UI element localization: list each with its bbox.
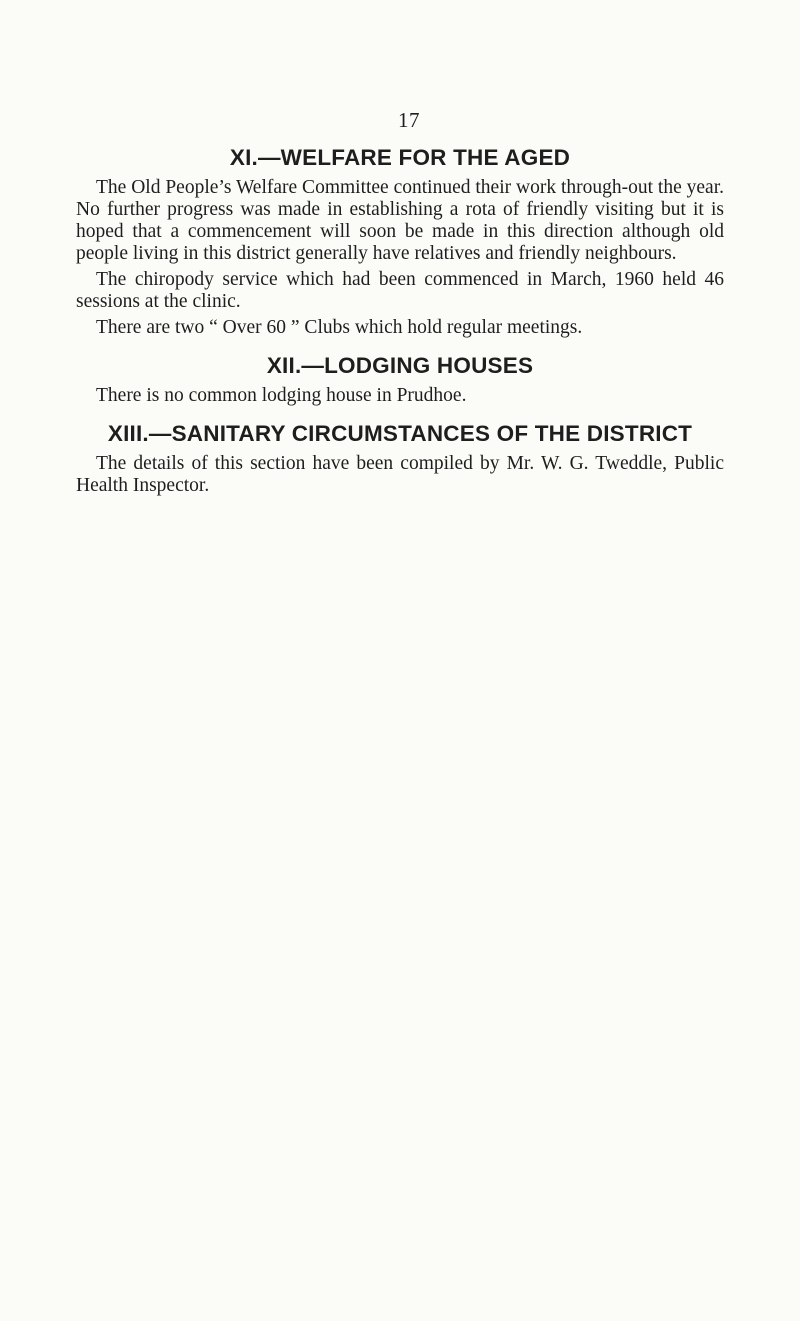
section-heading-welfare-for-the-aged: XI.—WELFARE FOR THE AGED — [229, 145, 571, 170]
section-welfare-for-the-aged — [76, 145, 724, 339]
page-number: 17 — [398, 108, 420, 132]
section-sanitary-circumstances — [76, 421, 724, 497]
paragraph-welfare-committee: The Old People’s Welfare Committee continued their work through-out the year. No further progress was made in establishing a rota of friendly visiting but it is hoped that a commencement will soon be made in this direction although old people living in this district generally have relatives and friendly neighbours. — [76, 177, 724, 264]
section-heading-sanitary-circumstances: XIII.—SANITARY CIRCUMSTANCES OF THE DISTRICT — [107, 421, 693, 446]
document-page — [76, 108, 724, 511]
section-lodging-houses — [76, 353, 724, 407]
section-heading-lodging-houses: XII.—LODGING HOUSES — [266, 353, 534, 378]
paragraph-public-health-inspector: The details of this section have been compiled by Mr. W. G. Tweddle, Public Health Inspector. — [76, 453, 724, 496]
paragraph-chiropody-service: The chiropody service which had been commenced in March, 1960 held 46 sessions at the clinic. — [76, 269, 724, 312]
paragraph-lodging-house: There is no common lodging house in Prudhoe. — [96, 385, 467, 406]
paragraph-over-60-clubs: There are two “ Over 60 ” Clubs which hold regular meetings. — [96, 317, 583, 338]
